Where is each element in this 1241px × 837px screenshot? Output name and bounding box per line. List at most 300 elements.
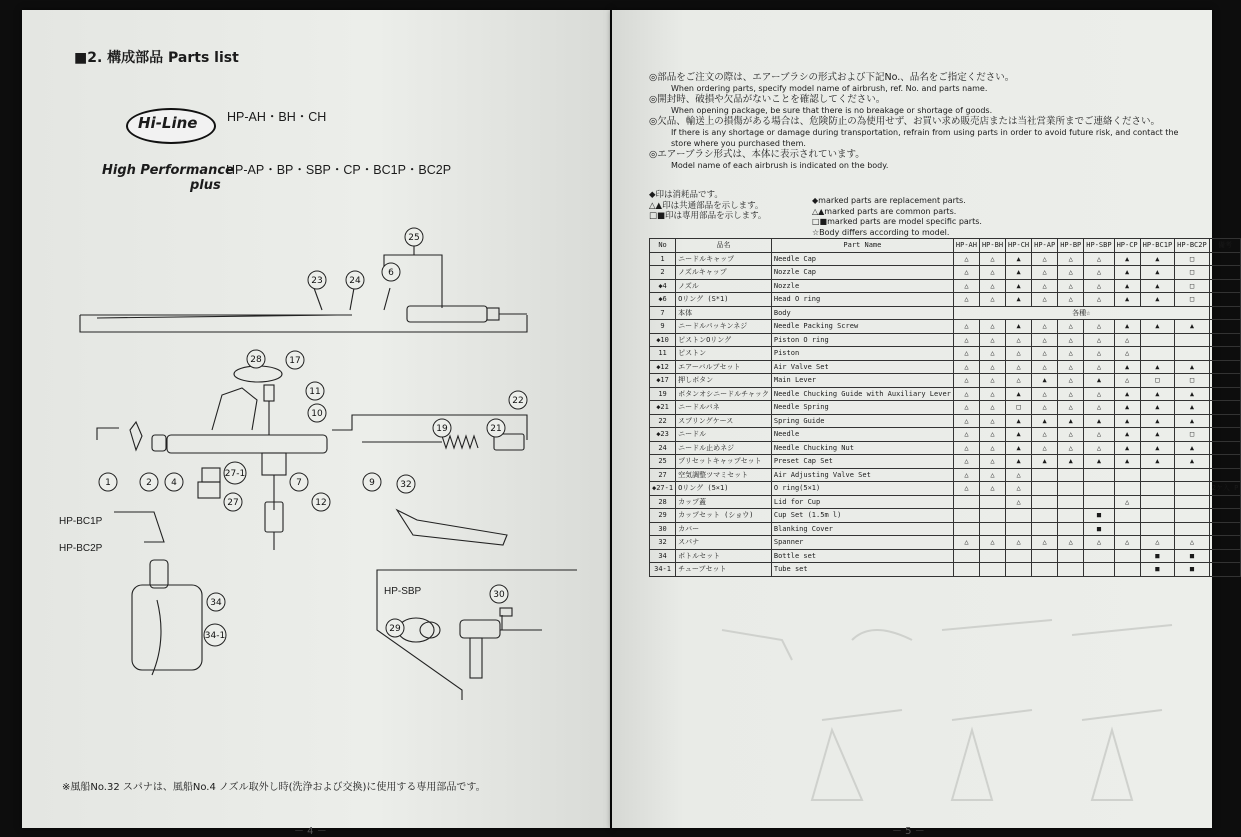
table-cell: △ <box>1032 347 1058 361</box>
table-cell: 25 <box>650 455 676 469</box>
table-cell <box>1084 482 1114 496</box>
table-cell: △ <box>1058 441 1084 455</box>
table-cell <box>953 563 979 577</box>
table-cell: ▲ <box>1006 279 1032 293</box>
table-cell: □ <box>1175 252 1210 266</box>
table-cell: △ <box>979 536 1005 550</box>
table-cell: △ <box>1058 360 1084 374</box>
table-cell: △ <box>1058 266 1084 280</box>
table-cell <box>1058 563 1084 577</box>
table-cell: 11 <box>650 347 676 361</box>
table-cell <box>1084 563 1114 577</box>
table-cell: △ <box>1032 252 1058 266</box>
table-cell: △ <box>1006 347 1032 361</box>
table-cell: ▲ <box>1006 266 1032 280</box>
table-cell: △ <box>953 347 979 361</box>
table-cell: チューブセット <box>676 563 772 577</box>
table-cell <box>1084 468 1114 482</box>
label-bc2p: HP-BC2P <box>59 543 103 554</box>
table-cell: ■ <box>1140 549 1175 563</box>
table-cell: △ <box>953 279 979 293</box>
table-cell: △ <box>1032 428 1058 442</box>
table-cell: スパナ <box>676 536 772 550</box>
table-cell: △ <box>979 293 1005 307</box>
table-cell: O ring(5×1) <box>771 482 953 496</box>
table-cell: △ <box>1032 360 1058 374</box>
table-header-cell: HP-SBP <box>1084 239 1114 253</box>
table-cell: 2ケ入 P <box>1209 482 1241 496</box>
table-cell: △ <box>979 252 1005 266</box>
table-cell: Cup Set (1.5m l) <box>771 509 953 523</box>
callout-28: 28 <box>250 355 262 365</box>
table-row <box>650 468 1241 482</box>
table-cell: △ <box>1032 279 1058 293</box>
table-cell: ▲ <box>1140 455 1175 469</box>
table-cell <box>1058 522 1084 536</box>
table-cell: △ <box>1058 401 1084 415</box>
table-cell: ▲ <box>1084 374 1114 388</box>
table-cell: △ <box>1006 468 1032 482</box>
table-cell <box>1032 495 1058 509</box>
table-cell: Oリング (5×1) <box>676 482 772 496</box>
table-cell <box>1114 482 1140 496</box>
table-row <box>650 387 1241 401</box>
table-cell: △ <box>1084 347 1114 361</box>
table-cell: △ <box>1084 320 1114 334</box>
table-cell <box>979 522 1005 536</box>
table-cell: △ <box>1058 428 1084 442</box>
table-cell: △ <box>1084 279 1114 293</box>
callout-10: 10 <box>311 409 323 419</box>
table-cell: △ <box>953 441 979 455</box>
table-cell: △ <box>1175 536 1210 550</box>
show-through-illustrations <box>712 610 1192 810</box>
table-header-cell: Part Name <box>771 239 953 253</box>
table-cell <box>1032 468 1058 482</box>
table-cell <box>1209 266 1241 280</box>
table-cell: △ <box>1114 536 1140 550</box>
table-cell: ◆17 <box>650 374 676 388</box>
table-cell: △ <box>979 333 1005 347</box>
table-cell <box>1209 495 1241 509</box>
table-row <box>650 279 1241 293</box>
table-cell: □ <box>1140 374 1175 388</box>
bottle <box>132 585 202 670</box>
table-cell: エアーバルブセット <box>676 360 772 374</box>
table-cell: Body <box>771 306 953 320</box>
table-cell: ニードル止めネジ <box>676 441 772 455</box>
table-cell: ▲ <box>1114 279 1140 293</box>
table-cell <box>979 563 1005 577</box>
table-cell: ▲ <box>1006 428 1032 442</box>
callout-22: 22 <box>512 396 524 406</box>
airbrush-body <box>167 435 327 453</box>
table-cell: △ <box>979 455 1005 469</box>
table-cell: ▲ <box>1006 293 1032 307</box>
callout-24: 24 <box>349 276 361 286</box>
table-cell: 2 <box>650 266 676 280</box>
table-cell: ▲ <box>1140 279 1175 293</box>
table-cell: Main Lever <box>771 374 953 388</box>
table-cell: Piston O ring <box>771 333 953 347</box>
table-cell <box>1058 482 1084 496</box>
legend-jp-line: △▲印は共通部品を示します。 <box>649 200 764 211</box>
table-row <box>650 374 1241 388</box>
table-cell <box>1209 306 1241 320</box>
table-cell: □ <box>1175 279 1210 293</box>
table-cell <box>1209 549 1241 563</box>
table-cell <box>953 549 979 563</box>
table-cell: △ <box>953 468 979 482</box>
table-cell: 本体 <box>676 306 772 320</box>
table-cell <box>1006 563 1032 577</box>
table-header-cell: No <box>650 239 676 253</box>
table-cell <box>1032 522 1058 536</box>
model-line-2: HP-AP・BP・SBP・CP・BC1P・BC2P <box>226 163 452 177</box>
table-cell: △ <box>979 414 1005 428</box>
table-header-cell: HP-BC2P <box>1175 239 1210 253</box>
table-cell <box>1140 468 1175 482</box>
table-cell: ▲ <box>1006 387 1032 401</box>
table-cell: カップセット (ショウ) <box>676 509 772 523</box>
table-cell: ■ <box>1084 522 1114 536</box>
table-cell <box>979 509 1005 523</box>
table-row <box>650 536 1241 550</box>
table-cell: △ <box>1114 347 1140 361</box>
table-cell: ◆21 <box>650 401 676 415</box>
table-cell: ▲ <box>1114 266 1140 280</box>
table-cell: △ <box>953 387 979 401</box>
callout-32: 32 <box>400 480 412 490</box>
table-cell: ニードル <box>676 428 772 442</box>
table-row <box>650 293 1241 307</box>
table-cell: ▲ <box>1032 414 1058 428</box>
table-cell: △ <box>1032 536 1058 550</box>
table-cell <box>1175 522 1210 536</box>
table-cell: 押しボタン <box>676 374 772 388</box>
table-cell: △ <box>1006 374 1032 388</box>
table-cell: ◆6 <box>650 293 676 307</box>
callout-4: 4 <box>171 478 177 488</box>
table-cell: □ <box>1175 293 1210 307</box>
table-cell <box>953 495 979 509</box>
note-jp: ◎部品をご注文の際は、エアーブラシの形式および下記No.、品名をご指定ください。 <box>649 72 1015 83</box>
table-cell: △ <box>1058 320 1084 334</box>
table-cell: ▲ <box>1114 401 1140 415</box>
table-cell: ■ <box>1084 509 1114 523</box>
table-cell: △ <box>1058 293 1084 307</box>
table-cell: △ <box>1114 374 1140 388</box>
table-cell: ▲ <box>1058 455 1084 469</box>
table-cell: 1 <box>650 252 676 266</box>
page-number-right: － 5 － <box>892 826 925 837</box>
spanner <box>397 510 507 545</box>
table-header-row <box>650 239 1241 253</box>
table-cell: △ <box>1084 293 1114 307</box>
table-cell: △ <box>1084 266 1114 280</box>
table-cell: ■ <box>1175 563 1210 577</box>
table-header-cell: HP-CP <box>1114 239 1140 253</box>
parts-table <box>649 238 1241 577</box>
table-cell <box>1209 401 1241 415</box>
table-cell: Bottle set <box>771 549 953 563</box>
table-cell: ▲ <box>1114 414 1140 428</box>
table-cell: Air Valve Set <box>771 360 953 374</box>
label-bc1p: HP-BC1P <box>59 516 103 527</box>
table-cell: ▲ <box>1006 252 1032 266</box>
table-cell: ノズルキャップ <box>676 266 772 280</box>
table-cell: □ <box>1006 401 1032 415</box>
table-cell: △ <box>979 347 1005 361</box>
table-cell: ▲ <box>1006 320 1032 334</box>
table-cell: Lid for Cup <box>771 495 953 509</box>
note-jp: ◎欠品、輸送上の損傷がある場合は、危険防止の為使用せず、お買い求め販売店または当社営業所までご連絡ください。 <box>649 116 1161 127</box>
table-cell <box>1114 522 1140 536</box>
table-row <box>650 563 1241 577</box>
table-cell: △ <box>1032 333 1058 347</box>
table-cell: ▲ <box>1175 441 1210 455</box>
table-cell <box>1209 387 1241 401</box>
table-cell: 30 <box>650 522 676 536</box>
table-cell <box>1175 347 1210 361</box>
table-cell: Piston <box>771 347 953 361</box>
table-cell <box>1175 333 1210 347</box>
table-cell: △ <box>953 333 979 347</box>
table-cell: ▲ <box>1140 428 1175 442</box>
table-cell: ピストンOリング <box>676 333 772 347</box>
table-cell: プリセットキャップセット <box>676 455 772 469</box>
table-cell: △ <box>979 374 1005 388</box>
table-header-cell: HP-CH <box>1006 239 1032 253</box>
table-cell: Needle Cap <box>771 252 953 266</box>
table-cell: ▲ <box>1114 293 1140 307</box>
table-header-cell: 品名 <box>676 239 772 253</box>
table-cell: ボタンオシニードルチャック <box>676 387 772 401</box>
table-cell: ▲ <box>1114 428 1140 442</box>
table-cell <box>1084 549 1114 563</box>
table-cell: ▲ <box>1084 455 1114 469</box>
table-cell: △ <box>1006 536 1032 550</box>
table-cell <box>1006 549 1032 563</box>
preset-cap <box>407 306 487 322</box>
table-cell: Spring Guide <box>771 414 953 428</box>
table-cell: △ <box>953 293 979 307</box>
table-cell: Needle Packing Screw <box>771 320 953 334</box>
table-cell: ▲ <box>1114 360 1140 374</box>
table-cell: ▲ <box>1140 360 1175 374</box>
table-cell <box>1084 495 1114 509</box>
table-row <box>650 482 1241 496</box>
table-cell: △ <box>979 279 1005 293</box>
table-cell: △ <box>1114 333 1140 347</box>
parts-diagram <box>22 10 610 828</box>
footnote: ※風船No.32 スパナは、風船No.4 ノズル取外し時(洗浄および交換)に使用する専用部品です。 <box>62 782 486 793</box>
legend-en-line: ◆marked parts are replacement parts. <box>812 196 966 205</box>
table-cell <box>1175 495 1210 509</box>
callout-27: 27 <box>227 498 239 508</box>
table-cell <box>1209 563 1241 577</box>
table-cell: △ <box>1032 387 1058 401</box>
table-cell: ▲ <box>1114 441 1140 455</box>
table-cell: ◆4 <box>650 279 676 293</box>
table-cell: △ <box>1032 293 1058 307</box>
table-cell: △ <box>979 320 1005 334</box>
table-header-cell: HP-AP <box>1032 239 1058 253</box>
table-cell: Tube set <box>771 563 953 577</box>
label-sbp: HP-SBP <box>384 586 422 597</box>
table-cell: △ <box>1058 333 1084 347</box>
table-cell: スプリングケース <box>676 414 772 428</box>
high-performance-logo: High Performance plus <box>102 163 234 193</box>
table-cell: △ <box>953 360 979 374</box>
legend-jp-line: ◆印は消耗品です。 <box>649 190 723 200</box>
table-cell: △ <box>1032 266 1058 280</box>
table-cell: ▲ <box>1032 374 1058 388</box>
table-cell: △ <box>1006 360 1032 374</box>
order-notes <box>649 72 1189 171</box>
legend-en-line: ☆Body differs according to model. <box>812 227 950 237</box>
table-header-cell: HP-AH <box>953 239 979 253</box>
table-row <box>650 320 1241 334</box>
legend-en <box>812 196 982 238</box>
callout-21: 21 <box>490 424 502 434</box>
callout-9: 9 <box>369 478 375 488</box>
table-row <box>650 441 1241 455</box>
table-cell <box>1058 468 1084 482</box>
table-cell: Needle Chucking Guide with Auxiliary Lever <box>771 387 953 401</box>
table-cell: ▲ <box>1114 252 1140 266</box>
table-cell <box>1032 549 1058 563</box>
table-cell: □ <box>1175 266 1210 280</box>
table-row <box>650 455 1241 469</box>
table-cell: △ <box>953 401 979 415</box>
table-cell: ▲ <box>1114 455 1140 469</box>
cup <box>212 388 257 430</box>
table-cell: ▲ <box>1006 414 1032 428</box>
note-en: When ordering parts, specify model name of airbrush, ref. No. and parts name. <box>671 84 988 93</box>
table-cell: ▲ <box>1175 360 1210 374</box>
table-cell: △ <box>953 455 979 469</box>
callout-1: 1 <box>105 478 111 488</box>
table-cell: ▲ <box>1032 455 1058 469</box>
table-cell: △ <box>1058 374 1084 388</box>
page-number-left: － 4 － <box>294 826 327 837</box>
table-cell: △ <box>1084 428 1114 442</box>
legend-en-line: □■marked parts are model specific parts. <box>812 217 982 226</box>
table-cell <box>1175 482 1210 496</box>
table-row <box>650 266 1241 280</box>
table-cell: △ <box>1032 320 1058 334</box>
table-cell: 9 <box>650 320 676 334</box>
table-cell <box>1140 509 1175 523</box>
table-cell <box>1006 509 1032 523</box>
model-line-1: HP-AH・BH・CH <box>227 110 327 124</box>
hiline-logo: Hi-Line <box>126 108 216 144</box>
table-cell: Oリング (S*1) <box>676 293 772 307</box>
table-cell: △ <box>1084 387 1114 401</box>
legend-en-line: △▲marked parts are common parts. <box>812 206 957 216</box>
table-header-cell: HP-BP <box>1058 239 1084 253</box>
table-cell: △ <box>979 441 1005 455</box>
table-cell: ニードルパッキンネジ <box>676 320 772 334</box>
table-cell: 28 <box>650 495 676 509</box>
table-cell: ▲ <box>1175 387 1210 401</box>
table-cell: △ <box>979 266 1005 280</box>
table-cell <box>1058 495 1084 509</box>
table-cell: △ <box>953 320 979 334</box>
table-cell: ▲ <box>1175 455 1210 469</box>
table-cell: △ <box>953 266 979 280</box>
table-cell: △ <box>953 374 979 388</box>
legend-jp <box>649 190 766 222</box>
callout-30: 30 <box>493 590 505 600</box>
callout-34: 34 <box>210 598 222 608</box>
table-cell <box>1209 252 1241 266</box>
callout-2: 2 <box>146 478 152 488</box>
table-cell <box>1114 468 1140 482</box>
table-cell: Nozzle <box>771 279 953 293</box>
table-cell: ▲ <box>1140 387 1175 401</box>
table-cell <box>1140 482 1175 496</box>
table-cell <box>1209 333 1241 347</box>
table-row <box>650 306 1241 320</box>
table-cell <box>1114 549 1140 563</box>
table-cell <box>1058 549 1084 563</box>
table-cell: 34-1 <box>650 563 676 577</box>
table-cell: Needle Spring <box>771 401 953 415</box>
table-cell: ▲ <box>1114 387 1140 401</box>
callout-6: 6 <box>388 268 394 278</box>
callout-25: 25 <box>408 233 420 243</box>
table-cell <box>1209 414 1241 428</box>
table-cell: △ <box>1006 482 1032 496</box>
table-cell: △ <box>1058 387 1084 401</box>
table-cell <box>1209 279 1241 293</box>
table-cell <box>1209 428 1241 442</box>
table-cell: △ <box>1084 252 1114 266</box>
table-cell: △ <box>1058 347 1084 361</box>
table-cell <box>1114 509 1140 523</box>
table-cell: ▲ <box>1140 266 1175 280</box>
table-cell <box>1209 522 1241 536</box>
note-jp: ◎エアーブラシ形式は、本体に表示されています。 <box>649 149 865 160</box>
table-cell: △ <box>1058 536 1084 550</box>
table-row <box>650 360 1241 374</box>
table-cell: ▲ <box>1140 293 1175 307</box>
table-cell: □ <box>1175 428 1210 442</box>
table-cell: △ <box>979 360 1005 374</box>
table-cell: ▲ <box>1175 414 1210 428</box>
note-en: Model name of each airbrush is indicated on the body. <box>671 161 889 170</box>
table-cell: △ <box>953 536 979 550</box>
table-cell: ノズル <box>676 279 772 293</box>
table-cell <box>1006 522 1032 536</box>
table-cell: ◆23 <box>650 428 676 442</box>
table-cell: ▲ <box>1140 252 1175 266</box>
table-cell: △ <box>979 387 1005 401</box>
table-cell: △ <box>1084 333 1114 347</box>
table-cell: カップ蓋 <box>676 495 772 509</box>
table-cell: 27 <box>650 468 676 482</box>
table-cell: ▲ <box>1140 401 1175 415</box>
table-cell <box>979 549 1005 563</box>
table-cell: △ <box>1114 495 1140 509</box>
table-cell <box>1032 509 1058 523</box>
table-row <box>650 522 1241 536</box>
table-cell <box>1209 441 1241 455</box>
table-cell <box>1175 468 1210 482</box>
table-cell: △ <box>1084 441 1114 455</box>
